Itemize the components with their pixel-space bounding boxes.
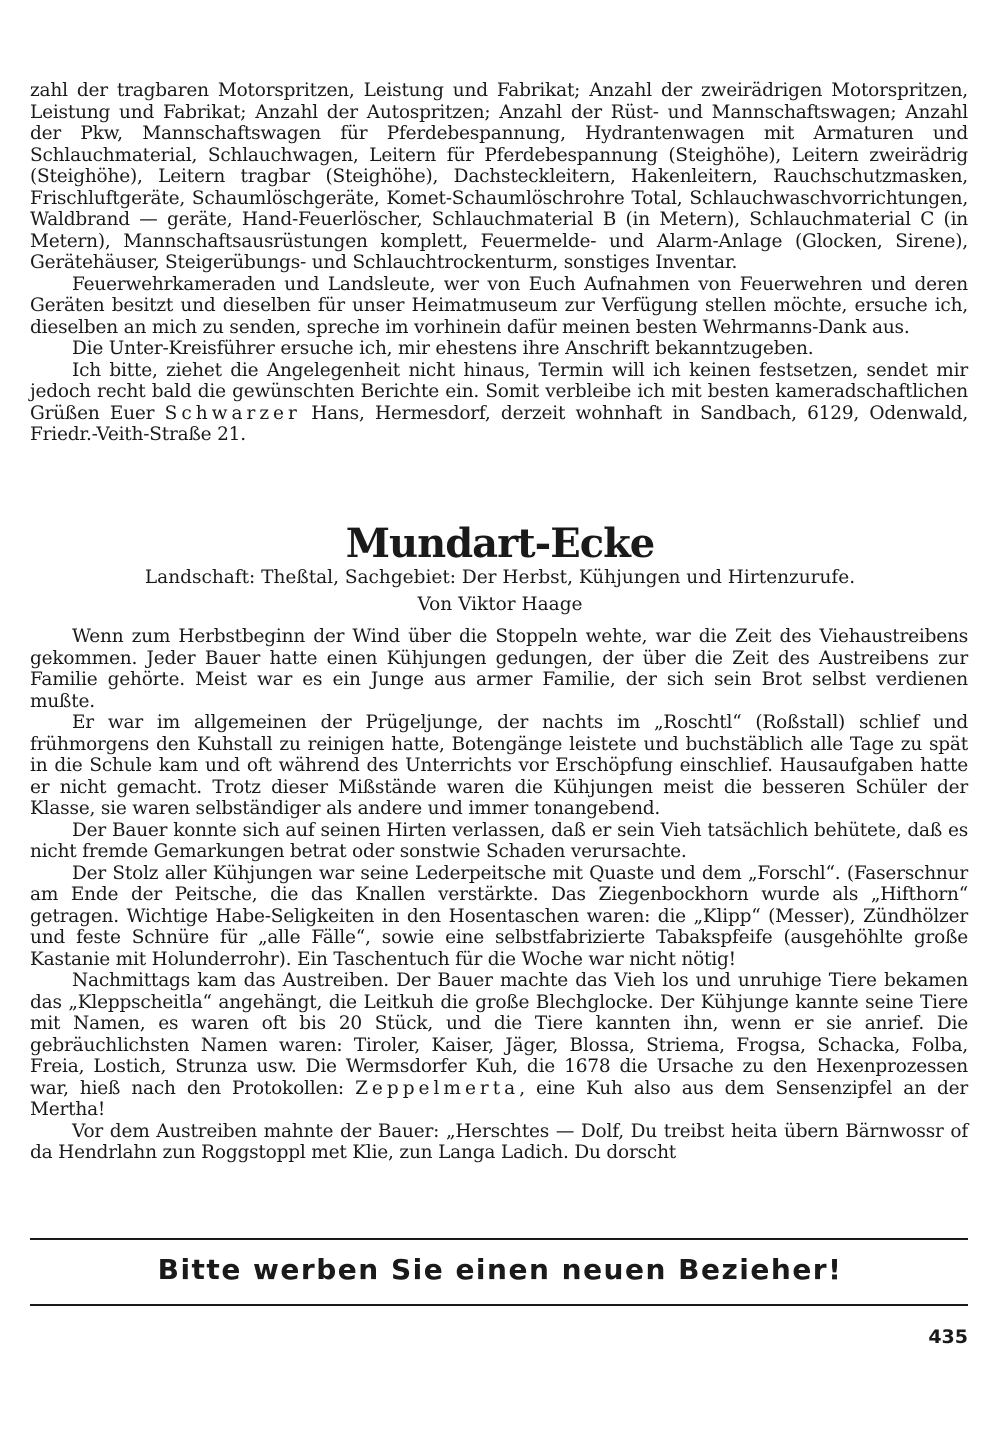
section-title: Mundart-Ecke: [345, 520, 655, 567]
article-text: [30, 626, 968, 1164]
divider-top: [30, 1238, 968, 1240]
subtitle: Landschaft: Theßtal, Sachgebiet: Der Herbst, Kühjungen und Hirtenzurufe.: [144, 567, 856, 588]
cow-text-end: , eine Kuh also aus dem Sensenzipfel an der Mertha!: [30, 1077, 968, 1120]
page-number: 435: [928, 1326, 968, 1348]
paragraph: Die Unter-Kreisführer ersuche ich, mir ehestens ihre Anschrift bekanntzugeben.: [72, 338, 814, 359]
paragraph: Der Bauer konnte sich auf seinen Hirten verlassen, daß er sein Vieh tatsächlich behütete, daß es nicht fremde Gemarkungen betrat oder sonstwie Schaden verursachte.: [30, 819, 968, 862]
paragraph: Wenn zum Herbstbeginn der Wind über die Stoppeln wehte, war die Zeit des Viehaustreibens gekommen. Jeder Bauer hatte einen Kühjungen gedungen, der über die Zeit des Austreibens zur Familie gehörte. Meist war es ein Junge aus armer Familie, der sich sein Brot selbst verdienen mußte.: [30, 626, 968, 712]
paragraph: Er war im allgemeinen der Prügeljunge, der nachts im „Roschtl“ (Roßstall) schlief und frühmorgens den Kuhstall zu reinigen hatte, Botengänge leistete und buchstäblich alle Tage zu spät in die Schule kam und oft während des Unterrichts vor Erschöpfung einschlief. Hausaufgaben hatte er nicht gemacht. Trotz dieser Mißstände waren die Kühjungen meist die besseren Schüler der Klasse, sie waren selbständiger als andere und immer tonangebend.: [30, 712, 968, 819]
closing-paragraph: [30, 360, 968, 446]
signature-name: Schwarzer: [164, 402, 301, 424]
paragraph: Der Stolz aller Kühjungen war seine Lederpeitsche mit Quaste und dem „Forschl“. (Faserschnur am Ende der Peitsche, die das Knallen verstärkte. Das Ziegenbockhorn wurde als „Hifthorn“ getragen. Wichtige Habe-Seligkeiten in den Hosentaschen waren: die „Klipp“ (Messer), Zündhölzer und feste Schnüre für „alle Fälle“, sowie eine selbstfabrizierte Tabakspfeife (ausgehöhlte große Kastanie mit Holunderrohr). Ein Taschentuch für die Woche war nicht nötig!: [30, 862, 968, 970]
advert-banner: Bitte werben Sie einen neuen Bezieher!: [157, 1253, 843, 1286]
paragraph: Feuerwehrkameraden und Landsleute, wer von Euch Aufnahmen von Feuerwehren und deren Geräten besitzt und dieselben für unser Heimatmuseum zur Verfügung stellen möchte, ersuche ich, dieselben an mich zu senden, spreche im vorhinein dafür meinen besten Wehrmanns-Dank aus.: [30, 273, 968, 338]
author-byline: Von Viktor Haage: [417, 594, 583, 615]
divider-bottom: [30, 1304, 968, 1306]
closing-text: Ich bitte, ziehet die Angelegenheit nicht hinaus, Termin will ich keinen festsetzen, sendet mir jedoch recht bald die gewünschten Berichte ein. Somit verbleibe ich mit besten kameradschaftlichen Grüßen Euer: [30, 359, 968, 424]
cow-names-paragraph: [30, 970, 968, 1121]
cow-name: Zeppelmerta: [355, 1077, 520, 1099]
closing-address: Hans, Hermesdorf, derzeit wohnhaft in Sandbach, 6129, Odenwald, Friedr.-Veith-Straße 21.: [30, 402, 968, 445]
paragraph: Vor dem Austreiben mahnte der Bauer: „Herschtes — Dolf, Du treibst heita übern Bärnwossr of da Hendrlahn zun Roggstoppl met Klie, zun Langa Ladich. Du dorscht: [30, 1120, 968, 1163]
cow-text: Nachmittags kam das Austreiben. Der Bauer machte das Vieh los und unruhige Tiere bekamen das „Kleppscheitla“ angehängt, die Leitkuh die große Blechglocke. Der Kühjunge kannte seine Tiere mit Namen, es waren oft bis 20 Stück, und die Tiere kannten ihn, wenn er sie anrief. Die gebräuchlichsten Namen waren: Tiroler, Kaiser, Jäger, Blossa, Striema, Frogsa, Schacka, Folba, Freia, Lostich, Strunza usw. Die Wermsdorfer Kuh, die 1678 die Ursache zu den Hexenprozessen war, hieß nach den Protokollen:: [30, 970, 968, 1099]
letter-text: [30, 80, 968, 446]
paragraph: zahl der tragbaren Motorspritzen, Leistung und Fabrikat; Anzahl der zweirädrigen Motorspritzen, Leistung und Fabrikat; Anzahl der Autospritzen; Anzahl der Rüst- und Mannschaftswagen; Anzahl der Pkw, Mannschaftswagen für Pferdebespannung, Hydrantenwagen mit Armaturen und Schlauchmaterial, Schlauchwagen, Leitern für Pferdebespannung (Steighöhe), Leitern zweirädrig (Steighöhe), Leitern tragbar (Steighöhe), Dachsteckleitern, Hakenleitern, Rauchschutzmasken, Frischluftgeräte, Schaumlöschgeräte, Komet-Schaumlöschrohre Total, Schlauchwaschvorrichtungen, Waldbrand — geräte, Hand-Feuerlöscher, Schlauchmaterial B (in Metern), Schlauchmaterial C (in Metern), Mannschaftsausrüstungen komplett, Feuermelde- und Alarm-Anlage (Glocken, Sirene), Gerätehäuser, Steigerübungs- und Schlauchtrockenturm, sonstiges Inventar.: [30, 80, 968, 273]
